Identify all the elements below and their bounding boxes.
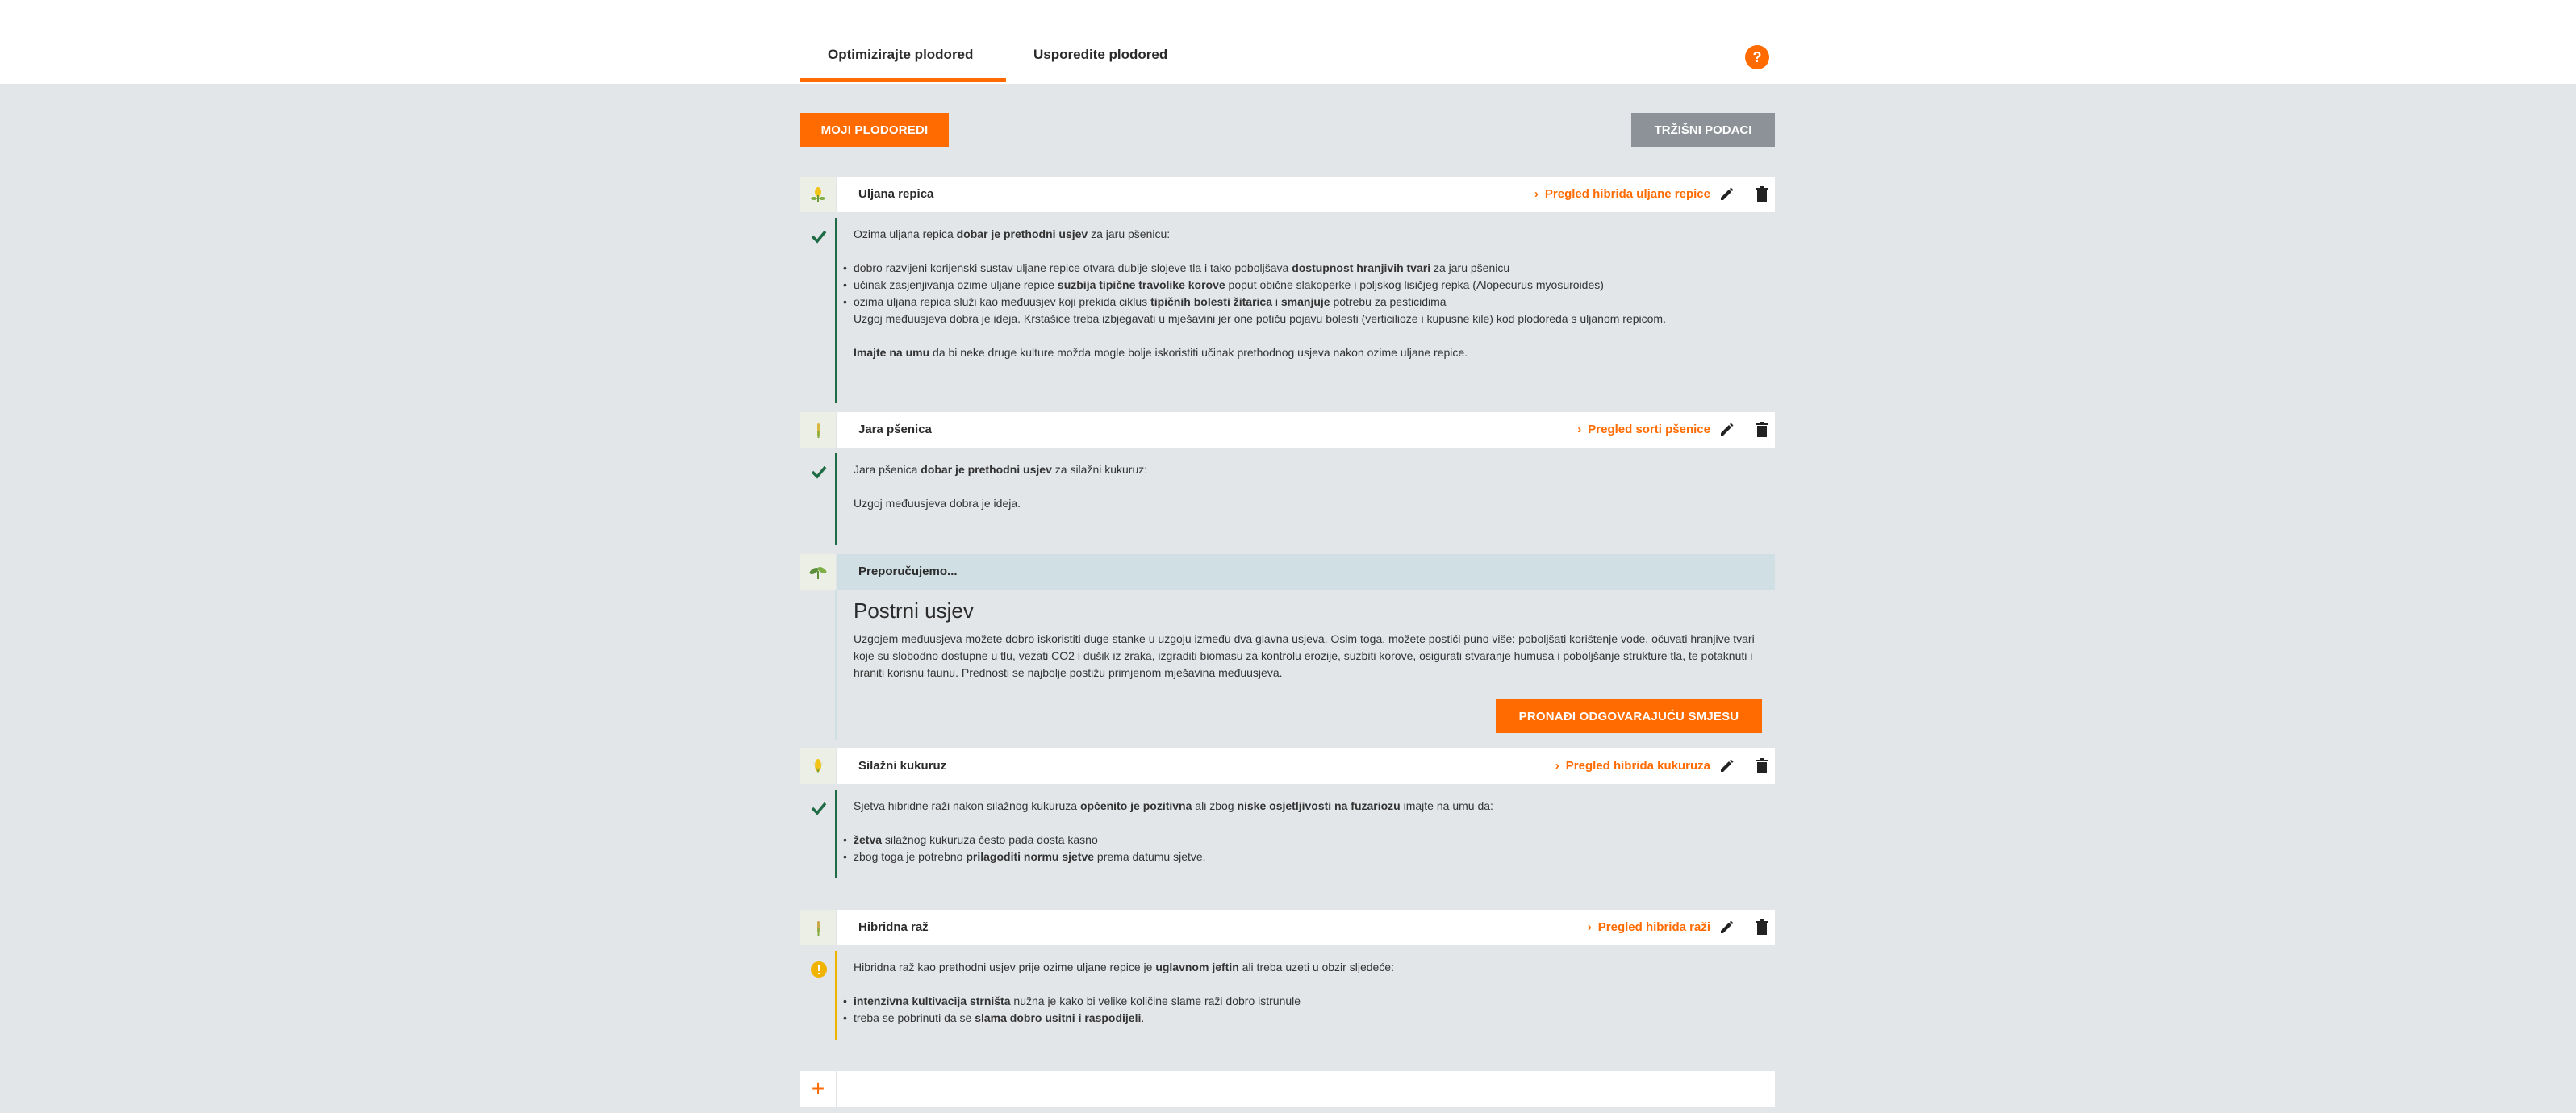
recommendation-header: Preporučujemo... bbox=[858, 565, 958, 578]
note-text: Ozima uljana repica dobar je prethodni usjev za jaru pšenicu: • dobro razvijeni korijenski sustav uljane repice otvara dublje slojeve tla i tako poboljšava dostupnost hranjivih tvari za jaru pšenicu • učinak zasjenjivanja ozime uljane repice suzbija tipične travolike korove poput obične slakoperke i poljskog lisičjeg repka (Alopecurus myosuroides) • ozima uljana repica služi kao međuusjev koji prekida ciklus tipičnih bolesti žitarica i smanjuje potrebu za pesticidima Uzgoj međuusjeva dobra je ideja. Krstašice treba izbjegavati u mješavini jer one potiču pojavu bolesti (verticilioze i kupusne kile) kod plodoreda s uljanom repicom. Imajte na umu da bi neke druge kulture možda mogle bolje iskoristiti učinak prethodnog usjeva nakon ozime uljane repice. bbox=[854, 226, 1767, 361]
recommendation-bar bbox=[835, 590, 837, 740]
list-item: • ozima uljana repica služi kao međuusjev koji prekida ciklus tipičnih bolesti žitarica i smanjuje potrebu za pesticidima bbox=[854, 294, 1767, 311]
seedling-icon bbox=[800, 554, 836, 590]
add-icon[interactable]: + bbox=[800, 1071, 836, 1107]
chevron-right-icon: › bbox=[1587, 920, 1592, 934]
check-icon bbox=[810, 463, 828, 481]
note-text: Hibridna raž kao prethodni usjev prije ozime uljane repice je uglavnom jeftin ali treba uzeti u obzir sljedeće: • intenzivna kultivacija strništa nužna je kako bi velike količine slame raži dobro istrunule • treba se pobrinuti da se slama dobro usitni i raspodijeli. bbox=[854, 959, 1767, 1027]
chevron-right-icon: › bbox=[1555, 759, 1559, 773]
list-item: • zbog toga je potrebno prilagoditi normu sjetve prema datumu sjetve. bbox=[854, 848, 1767, 865]
recommendation-title: Postrni usjev bbox=[854, 598, 974, 623]
crop-overview-link[interactable] bbox=[1577, 423, 1710, 436]
delete-icon[interactable] bbox=[1754, 919, 1770, 936]
crop-note-2 bbox=[800, 453, 1775, 545]
list-item: • žetva silažnog kukuruza često pada dosta kasno bbox=[854, 832, 1767, 848]
market-data-button[interactable]: TRŽIŠNI PODACI bbox=[1631, 113, 1775, 147]
note-text: Sjetva hibridne raži nakon silažnog kukuruza općenito je pozitivna ali zbog niske osjetljivosti na fuzariozu imajte na umu da: • žetva silažnog kukuruza često pada dosta kasno • zbog toga je potrebno prilagoditi normu sjetve prema datumu sjetve. bbox=[854, 798, 1767, 865]
add-crop-field[interactable] bbox=[836, 1071, 1775, 1107]
chevron-right-icon: › bbox=[1534, 187, 1539, 201]
crop-name: Uljana repica bbox=[858, 187, 934, 201]
crop-note-3 bbox=[800, 790, 1775, 878]
crop-note-4 bbox=[800, 951, 1775, 1040]
active-tab-indicator bbox=[800, 78, 1006, 82]
note-text: Jara pšenica dobar je prethodni usjev za silažni kukuruz: Uzgoj međuusjeva dobra je ideja. bbox=[854, 463, 1148, 510]
tab-compare[interactable]: Usporedite plodored bbox=[1033, 47, 1168, 62]
check-icon bbox=[810, 799, 828, 817]
warning-icon bbox=[810, 961, 828, 978]
crop-overview-link[interactable] bbox=[1588, 920, 1710, 934]
recommendation-header-row bbox=[800, 554, 1775, 590]
edit-icon[interactable] bbox=[1718, 758, 1735, 774]
crop-name: Hibridna raž bbox=[858, 920, 929, 934]
recommendation-body bbox=[854, 598, 1767, 682]
edit-icon[interactable] bbox=[1718, 422, 1735, 438]
rapeseed-icon bbox=[800, 177, 836, 212]
delete-icon[interactable] bbox=[1754, 422, 1770, 438]
recommendation-text: Uzgojem međuusjeva možete dobro iskoristiti duge stanke u uzgoju između dva glavna usjeva. Osim toga, možete postići puno više: poboljšati korištenje vode, očuvati hranjive tvari koje su slobodno dostupne u tlu, vezati CO2 i dušik iz zraka, izgraditi biomasu za kontrolu erozije, suzbiti korove, osigurati stvaranje humusa i poboljšanje strukture tla, te potaknuti i hraniti korisnu faunu. Prednosti se najbolje postižu primjenom mješavina međuusjeva. bbox=[854, 632, 1755, 679]
recommendation-panel bbox=[800, 590, 1775, 740]
edit-icon[interactable] bbox=[1718, 186, 1735, 202]
list-item: • treba se pobrinuti da se slama dobro usitni i raspodijeli. bbox=[854, 1010, 1767, 1027]
list-item: • učinak zasjenjivanja ozime uljane repice suzbija tipične travolike korove poput obične slakoperke i poljskog lisičjeg repka (Alopecurus myosuroides) bbox=[854, 277, 1767, 294]
corn-icon bbox=[800, 748, 836, 784]
link-label: Pregled hibrida raži bbox=[1597, 920, 1710, 934]
wheat-icon bbox=[800, 412, 836, 448]
delete-icon[interactable] bbox=[1754, 758, 1770, 774]
check-icon bbox=[810, 227, 828, 245]
help-icon[interactable]: ? bbox=[1745, 45, 1769, 69]
status-bar bbox=[835, 790, 837, 878]
crop-row-uljana-repica bbox=[800, 177, 1775, 212]
top-bar bbox=[0, 0, 2576, 84]
link-label: Pregled hibrida uljane repice bbox=[1544, 187, 1710, 201]
status-bar bbox=[835, 951, 837, 1040]
status-bar bbox=[835, 453, 837, 545]
crop-overview-link[interactable] bbox=[1534, 187, 1710, 201]
crop-name: Jara pšenica bbox=[858, 423, 932, 436]
rye-icon bbox=[800, 910, 836, 945]
add-crop-row[interactable] bbox=[800, 1071, 1775, 1107]
link-label: Pregled sorti pšenice bbox=[1588, 423, 1710, 436]
delete-icon[interactable] bbox=[1754, 186, 1770, 202]
crop-name: Silažni kukuruz bbox=[858, 759, 947, 773]
list-item: • dobro razvijeni korijenski sustav uljane repice otvara dublje slojeve tla i tako poboljšava dostupnost hranjivih tvari za jaru pšenicu bbox=[854, 260, 1767, 277]
list-item: • intenzivna kultivacija strništa nužna je kako bi velike količine slame raži dobro istrunule bbox=[854, 993, 1767, 1010]
chevron-right-icon: › bbox=[1577, 423, 1582, 436]
crop-row-hibridna-raz bbox=[800, 910, 1775, 945]
my-rotations-button[interactable]: MOJI PLODOREDI bbox=[800, 113, 949, 147]
tab-optimize[interactable]: Optimizirajte plodored bbox=[828, 47, 974, 62]
status-bar bbox=[835, 218, 837, 403]
crop-note-1 bbox=[800, 218, 1775, 403]
find-mixture-button[interactable]: PRONAĐI ODGOVARAJUĆU SMJESU bbox=[1496, 699, 1762, 733]
crop-overview-link[interactable] bbox=[1555, 759, 1710, 773]
crop-row-silazni-kukuruz bbox=[800, 748, 1775, 784]
crop-row-jara-psenica bbox=[800, 412, 1775, 448]
edit-icon[interactable] bbox=[1718, 919, 1735, 936]
link-label: Pregled hibrida kukuruza bbox=[1565, 759, 1710, 773]
